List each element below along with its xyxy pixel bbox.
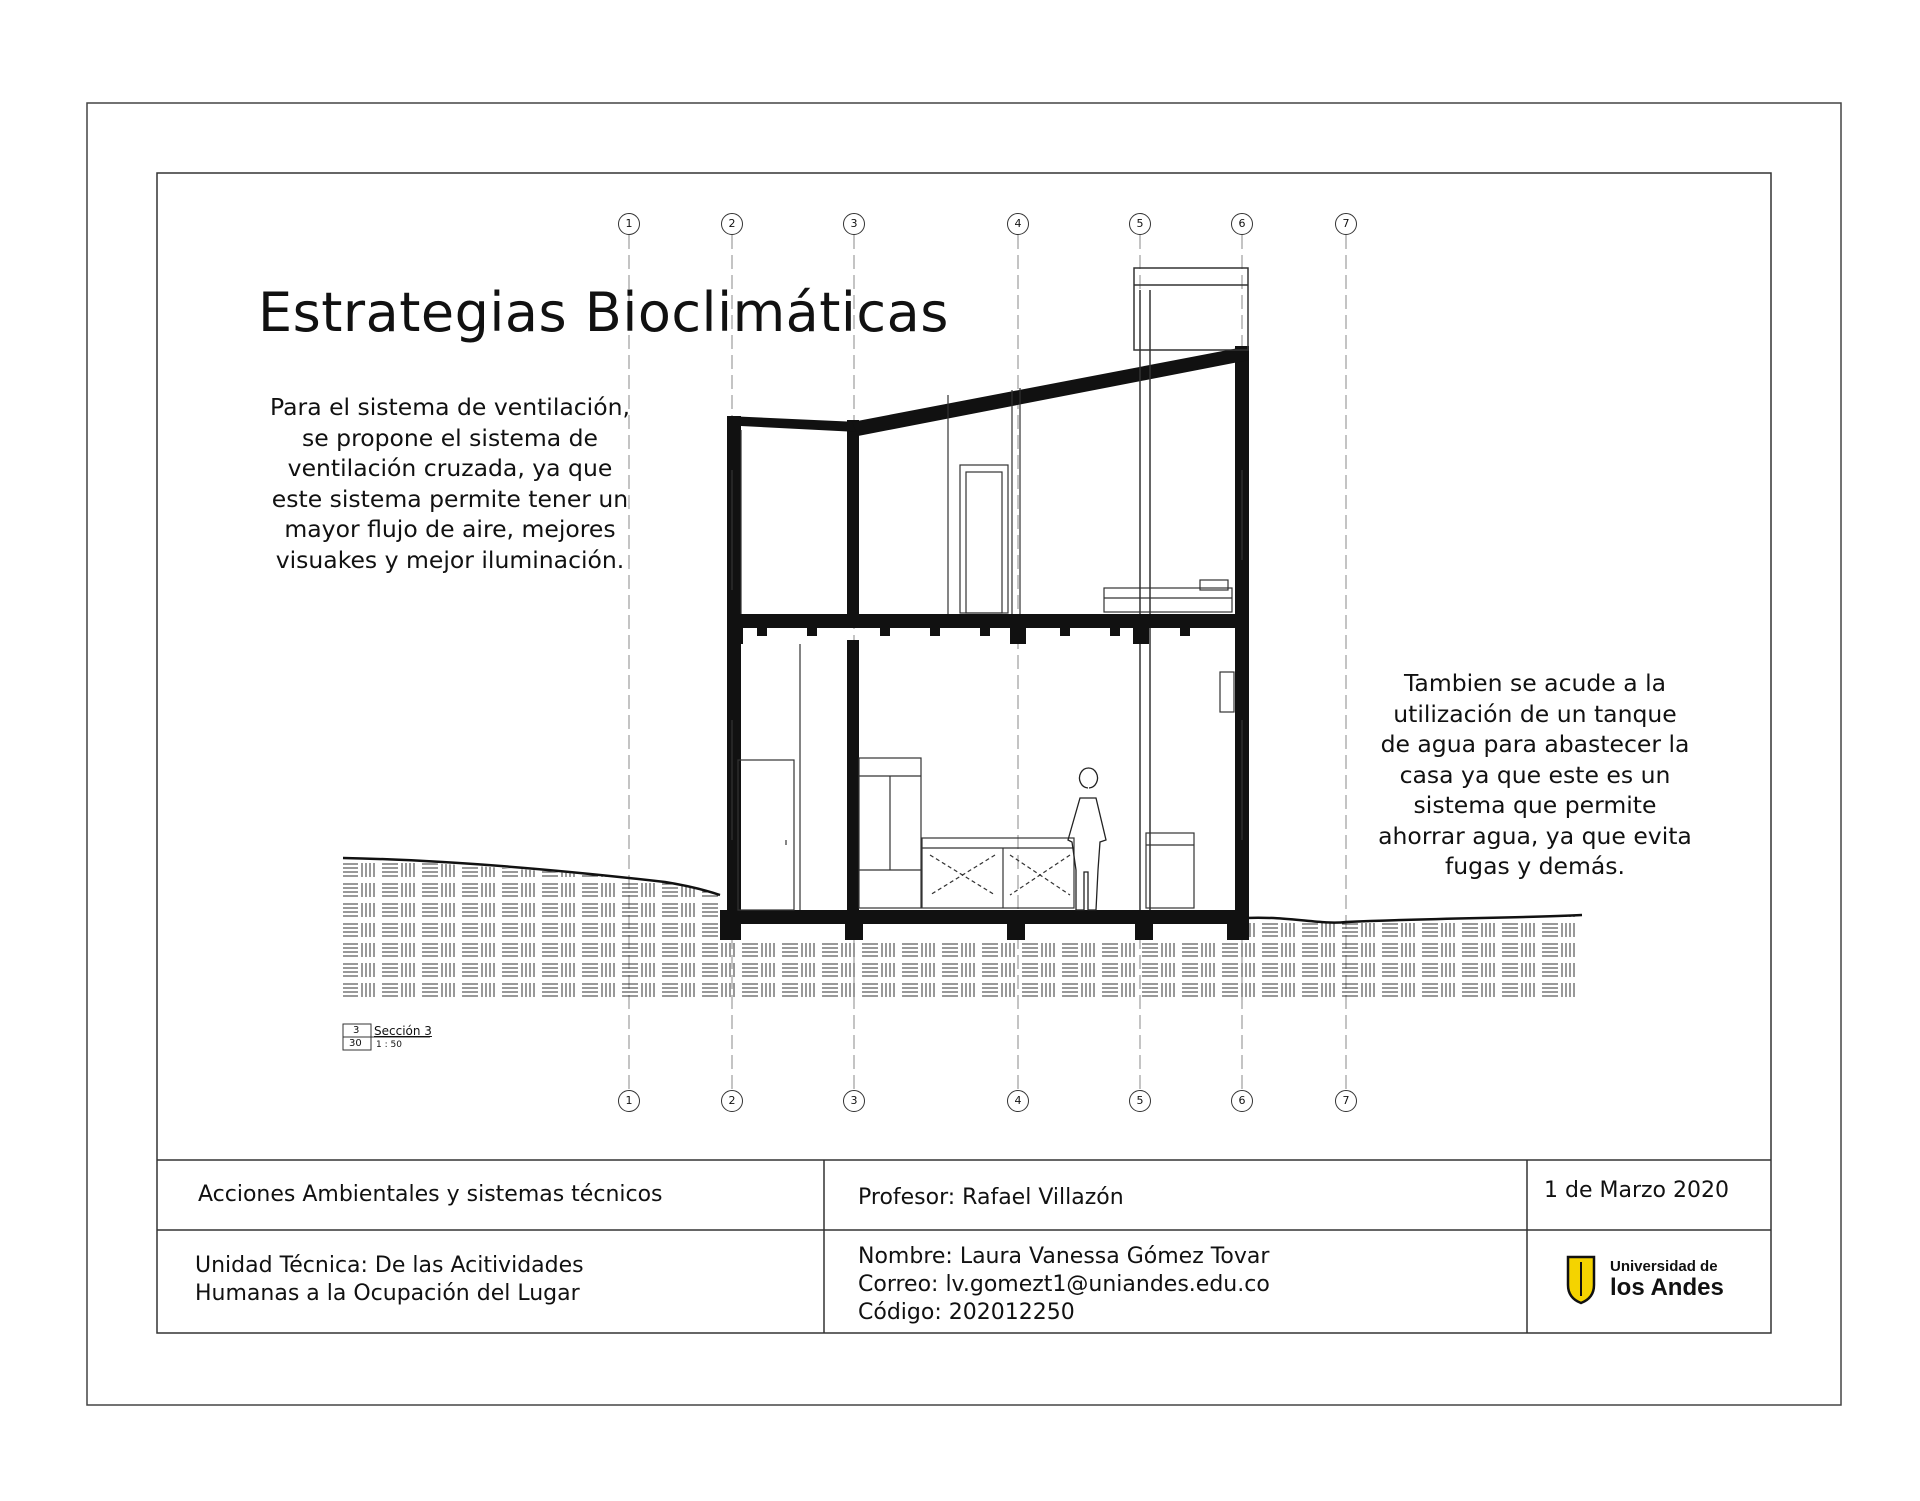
- course-name: Acciones Ambientales y sistemas técnicos: [198, 1182, 663, 1207]
- grid-bubble-bottom: 1: [618, 1090, 640, 1112]
- floor-slab: [727, 614, 1249, 644]
- grid-bubble-bottom: 5: [1129, 1090, 1151, 1112]
- ventilation-line: Para el sistema de ventilación,: [270, 393, 630, 421]
- grid-bubble-bottom: 4: [1007, 1090, 1029, 1112]
- grid-bubble-bottom: 7: [1335, 1090, 1357, 1112]
- grid-bubble-top: 2: [721, 213, 743, 235]
- water-tank-line: ahorrar agua, ya que evita: [1378, 821, 1692, 850]
- student-name: Nombre: Laura Vanessa Gómez Tovar: [858, 1244, 1270, 1269]
- water-tank-line: Tambien se acude a la: [1403, 669, 1667, 697]
- ventilation-line: ventilación cruzada, ya que: [287, 454, 613, 482]
- water-tank-line: sistema que permite: [1413, 791, 1657, 819]
- grid-bubble-top: 1: [618, 213, 640, 235]
- grid-bubble-bottom: 2: [721, 1090, 743, 1112]
- roof-left: [727, 416, 858, 432]
- grid-bubble-top: 6: [1231, 213, 1253, 235]
- ventilation-line: visuakes y mejor iluminación.: [275, 545, 625, 574]
- roof-sloped: [852, 346, 1249, 436]
- logo-text-line-2: los Andes: [1610, 1274, 1724, 1301]
- grid-bubble-top: 3: [843, 213, 865, 235]
- grid-bubble-top: 5: [1129, 213, 1151, 235]
- water-tank-line: de agua para abastecer la: [1380, 730, 1690, 758]
- grid-bubble-top: 4: [1007, 213, 1029, 235]
- section-name: Sección 3: [374, 1024, 432, 1038]
- logo-text-line-1: Universidad de: [1610, 1258, 1718, 1275]
- ventilation-line: este sistema permite tener un: [271, 484, 629, 513]
- lower-floor-interior: [732, 644, 1242, 910]
- grid-bubble-top: 7: [1335, 213, 1357, 235]
- unit-line-1: Unidad Técnica: De las Acitividades: [195, 1253, 584, 1278]
- water-tank-line: fugas y demás.: [1445, 852, 1625, 880]
- water-tank-text: [1365, 668, 1705, 882]
- grid-bubble-bottom: 3: [843, 1090, 865, 1112]
- section-sheet: 30: [349, 1038, 362, 1049]
- water-tank-line: utilización de un tanque: [1393, 699, 1677, 728]
- professor-name: Profesor: Rafael Villazón: [858, 1185, 1124, 1210]
- student-code: Código: 202012250: [858, 1300, 1075, 1325]
- grid-bubble-bottom: 6: [1231, 1090, 1253, 1112]
- ventilation-line: mayor flujo de aire, mejores: [284, 515, 616, 543]
- foundation: [720, 910, 1245, 940]
- parapet-left: [727, 416, 741, 428]
- water-tank-line: casa ya que este es un: [1399, 760, 1671, 789]
- section-scale: 1 : 50: [376, 1040, 402, 1050]
- section-number: 3: [353, 1025, 360, 1036]
- walls: [727, 346, 1249, 940]
- page-title: Estrategias Bioclimáticas: [258, 281, 949, 344]
- ventilation-line: se propone el sistema de: [301, 423, 598, 452]
- date: 1 de Marzo 2020: [1544, 1178, 1729, 1203]
- logo-shield-icon: [1568, 1257, 1594, 1303]
- unit-line-2: Humanas a la Ocupación del Lugar: [195, 1281, 580, 1306]
- ventilation-text: [250, 392, 650, 575]
- student-email: Correo: lv.gomezt1@uniandes.edu.co: [858, 1272, 1270, 1297]
